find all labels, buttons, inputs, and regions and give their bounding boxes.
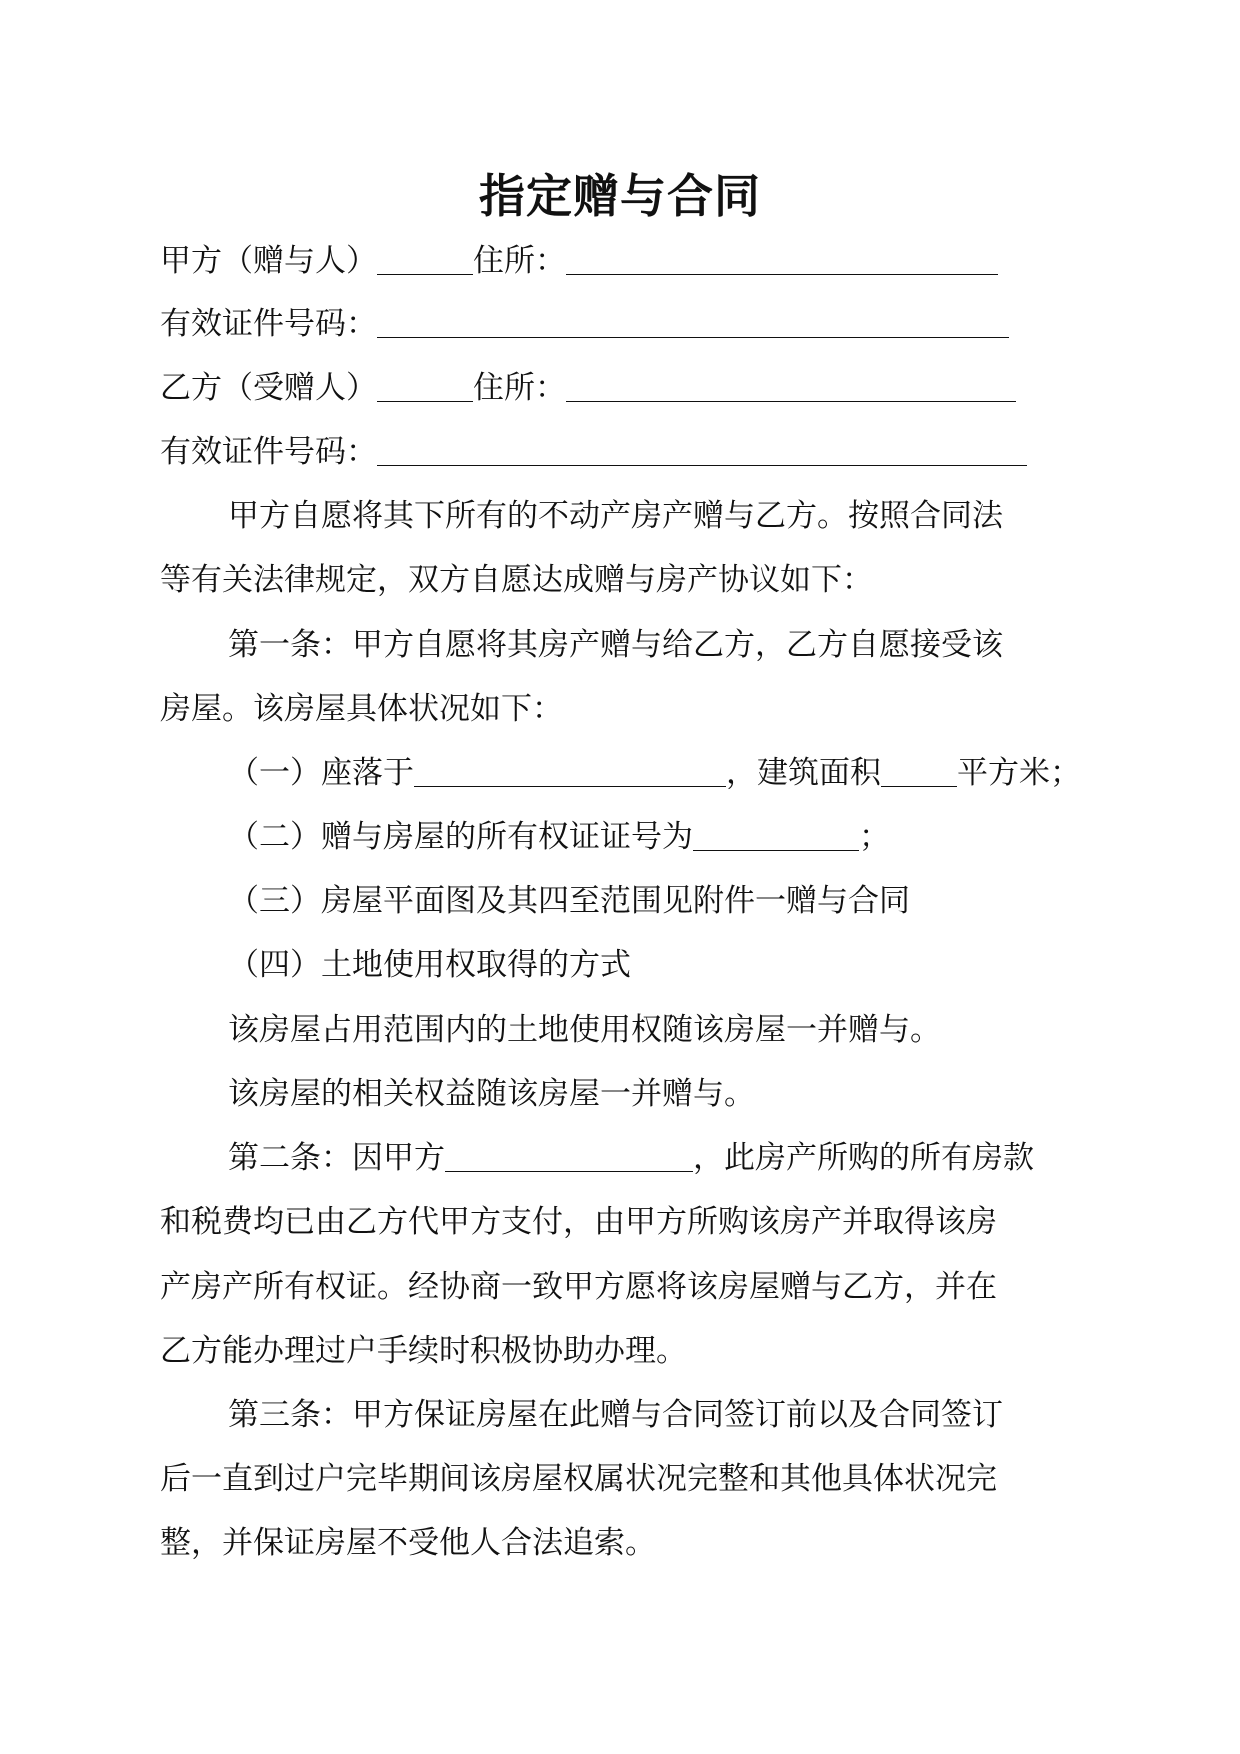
article-2-line-2: 和税费均已由乙方代甲方支付，由甲方所购该房产并取得该房 bbox=[160, 1204, 997, 1240]
item-1-prefix: （一）座落于 bbox=[228, 755, 414, 791]
intro-line-1: 甲方自愿将其下所有的不动产房产赠与乙方。按照合同法 bbox=[228, 498, 1003, 534]
party-a-id-blank[interactable] bbox=[377, 305, 1009, 338]
item-1-row bbox=[228, 751, 1081, 795]
party-a-name-blank[interactable] bbox=[377, 242, 473, 275]
intro-line-2: 等有关法律规定，双方自愿达成赠与房产协议如下： bbox=[160, 562, 873, 598]
item-1-suffix: 平方米； bbox=[957, 755, 1081, 791]
party-a-label: 甲方（赠与人） bbox=[160, 243, 377, 279]
article-1-line-2: 房屋。该房屋具体状况如下： bbox=[160, 691, 563, 727]
item-1-middle: ，建筑面积 bbox=[726, 755, 881, 791]
party-b-row bbox=[160, 366, 1016, 410]
article-3-line-3: 整，并保证房屋不受他人合法追索。 bbox=[160, 1525, 656, 1561]
item-1-location-blank[interactable] bbox=[414, 754, 726, 787]
party-a-id-row bbox=[160, 302, 1009, 346]
party-b-label: 乙方（受赠人） bbox=[160, 370, 377, 406]
item-2-prefix: （二）赠与房屋的所有权证证号为 bbox=[228, 819, 693, 855]
party-a-address-label: 住所： bbox=[473, 243, 566, 279]
article-2-suffix: ，此房产所购的所有房款 bbox=[693, 1140, 1034, 1176]
article-3-line-2: 后一直到过户完毕期间该房屋权属状况完整和其他具体状况完 bbox=[160, 1461, 997, 1497]
land-use-line: 该房屋占用范围内的土地使用权随该房屋一并赠与。 bbox=[228, 1012, 941, 1048]
article-2-prefix: 第二条：因甲方 bbox=[228, 1140, 445, 1176]
article-2-reason-blank[interactable] bbox=[445, 1139, 693, 1172]
party-b-id-row bbox=[160, 430, 1027, 474]
item-2-certificate-blank[interactable] bbox=[693, 818, 859, 851]
item-3-line: （三）房屋平面图及其四至范围见附件一赠与合同 bbox=[228, 883, 910, 919]
document-title: 指定赠与合同 bbox=[479, 169, 761, 223]
party-a-id-label: 有效证件号码： bbox=[160, 306, 377, 342]
party-b-name-blank[interactable] bbox=[377, 369, 473, 402]
party-b-id-label: 有效证件号码： bbox=[160, 434, 377, 470]
item-2-row bbox=[228, 815, 890, 859]
party-a-address-blank[interactable] bbox=[566, 242, 998, 275]
party-a-row bbox=[160, 239, 998, 283]
party-b-address-blank[interactable] bbox=[566, 369, 1016, 402]
item-1-area-blank[interactable] bbox=[881, 754, 957, 787]
party-b-id-blank[interactable] bbox=[377, 433, 1027, 466]
article-1-line-1: 第一条：甲方自愿将其房产赠与给乙方，乙方自愿接受该 bbox=[228, 627, 1003, 663]
article-3-line-1: 第三条：甲方保证房屋在此赠与合同签订前以及合同签订 bbox=[228, 1397, 1003, 1433]
rights-line: 该房屋的相关权益随该房屋一并赠与。 bbox=[228, 1076, 755, 1112]
article-2-line-4: 乙方能办理过户手续时积极协助办理。 bbox=[160, 1333, 687, 1369]
item-2-suffix: ； bbox=[859, 819, 890, 855]
article-2-line-1 bbox=[228, 1136, 1034, 1180]
item-4-line: （四）土地使用权取得的方式 bbox=[228, 947, 631, 983]
article-2-line-3: 产房产所有权证。经协商一致甲方愿将该房屋赠与乙方，并在 bbox=[160, 1269, 997, 1305]
party-b-address-label: 住所： bbox=[473, 370, 566, 406]
